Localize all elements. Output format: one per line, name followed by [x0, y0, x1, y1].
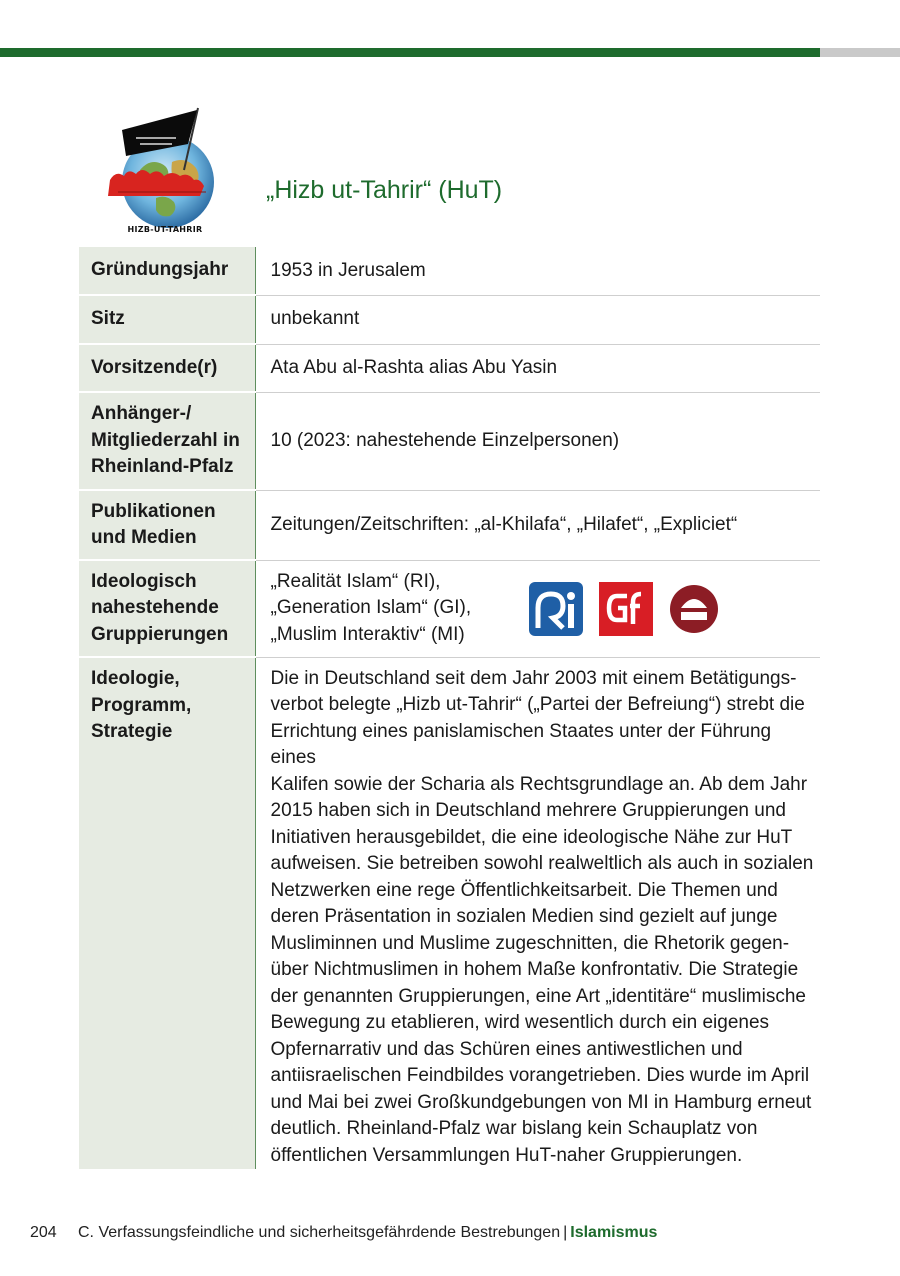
ideology-line: Initiativen herausgebildet, die eine ideologische Nähe zur HuT — [270, 826, 793, 848]
groups-label-line: Ideologisch — [91, 570, 197, 592]
seat-value: unbekannt — [255, 295, 820, 344]
ideology-line: 2015 haben sich in Deutschland mehrere Gruppierungen und — [270, 800, 786, 821]
groups-label-line: nahestehende — [91, 597, 219, 619]
groups-value — [255, 560, 820, 657]
ideology-line: Netzwerken eine rege Öffentlichkeitsarbeit. Die Themen und — [270, 879, 778, 901]
muslim-interaktiv-logo — [669, 582, 719, 636]
ideology-line: deren Präsentation in sozialen Medien sind gezielt auf junge — [270, 906, 778, 927]
table-row-chair — [79, 344, 820, 392]
organization-profile-table — [79, 247, 820, 1169]
ideology-label-line: Ideologie, — [91, 668, 180, 689]
members-value: 10 (2023: nahestehende Einzelpersonen) — [255, 392, 820, 490]
groups-label-line: Gruppierungen — [91, 623, 229, 645]
seat-label: Sitz — [79, 295, 255, 344]
media-label — [79, 490, 255, 560]
footer-separator: | — [563, 1224, 568, 1241]
table-row-ideology — [79, 657, 820, 1169]
chair-value: Ata Abu al-Rashta alias Abu Yasin — [255, 344, 820, 392]
generation-islam-logo — [599, 582, 653, 636]
media-label-line: und Medien — [91, 527, 197, 548]
ideology-line: und Mai bei zwei Großkundgebungen von MI in Hamburg erneut — [270, 1091, 812, 1113]
members-label-line: Mitgliederzahl in — [91, 429, 240, 451]
ideology-text — [255, 657, 820, 1169]
ideology-label-line: Strategie — [91, 721, 173, 742]
group-item: „Muslim Interaktiv“ (MI) — [270, 623, 465, 645]
members-label — [79, 392, 255, 490]
table-row-members — [79, 392, 820, 490]
ideology-line: antiisraelischen Feindbildes vorangetrieben. Dies wurde im April — [270, 1065, 810, 1086]
ideology-label — [79, 657, 255, 1169]
hizb-ut-tahrir-logo — [100, 100, 230, 240]
page-title: „Hizb ut-Tahrir“ (HuT) — [266, 176, 503, 204]
ideology-line: Opfernarrativ und das Schüren eines antiwestlichen und — [270, 1038, 743, 1060]
members-label-line: Anhänger-/ — [91, 403, 192, 425]
logo-caption: HIZB-UT-TAHRIR — [127, 225, 203, 234]
media-value: Zeitungen/Zeitschriften: „al-Khilafa“, „Hilafet“, „Expliciet“ — [255, 490, 820, 560]
table-row-seat — [79, 295, 820, 344]
table-row-groups — [79, 560, 820, 657]
founded-label: Gründungsjahr — [79, 247, 255, 295]
ideology-line: Errichtung eines panislamischen Staates unter der Führung eines — [270, 720, 772, 768]
table-row-media — [79, 490, 820, 560]
ideology-line: öffentlichen Versammlungen HuT-naher Gruppierungen. — [270, 1144, 743, 1166]
members-label-line: Rheinland-Pfalz — [91, 456, 234, 478]
footer-topic: Islamismus — [570, 1224, 658, 1241]
ideology-line: verbot belegte „Hizb ut-Tahrir“ („Partei der Befreiung“) strebt die — [270, 694, 805, 715]
ideology-label-line: Programm, — [91, 694, 192, 716]
footer-chapter: C. Verfassungsfeindliche und sicherheitsgefährdende Bestrebungen — [78, 1224, 561, 1241]
ideology-line: der genannten Gruppierungen, eine Art „identitäre“ muslimische — [270, 985, 806, 1007]
header-grey-bar — [820, 48, 900, 57]
ideology-line: Kalifen sowie der Scharia als Rechtsgrundlage an. Ab dem Jahr — [270, 773, 808, 795]
groups-label — [79, 560, 255, 657]
ideology-line: über Nichtmuslimen in hohem Maße konfrontativ. Die Strategie — [270, 959, 799, 980]
page-number: 204 — [30, 1224, 57, 1241]
chair-label: Vorsitzende(r) — [79, 344, 255, 392]
header-accent-bar — [0, 48, 820, 57]
ideology-line: aufweisen. Sie betreiben sowohl realweltlich als auch in sozialen — [270, 853, 814, 874]
ideology-line: Bewegung zu etablieren, wird wesentlich durch ein eigenes — [270, 1012, 770, 1033]
group-item: „Generation Islam“ (GI), — [270, 597, 472, 619]
founded-value: 1953 in Jerusalem — [255, 247, 820, 295]
realitaet-islam-logo — [529, 582, 583, 636]
ideology-line: Musliminnen und Muslime zugeschnitten, die Rhetorik gegen- — [270, 932, 790, 954]
page-footer — [30, 1224, 657, 1242]
table-row-founded — [79, 247, 820, 295]
group-item: „Realität Islam“ (RI), — [270, 570, 441, 592]
ideology-line: deutlich. Rheinland-Pfalz war bislang kein Schauplatz von — [270, 1118, 758, 1139]
media-label-line: Publikationen — [91, 500, 216, 522]
globe-flag-icon — [100, 100, 230, 240]
ideology-line: Die in Deutschland seit dem Jahr 2003 mit einem Betätigungs- — [270, 667, 797, 689]
